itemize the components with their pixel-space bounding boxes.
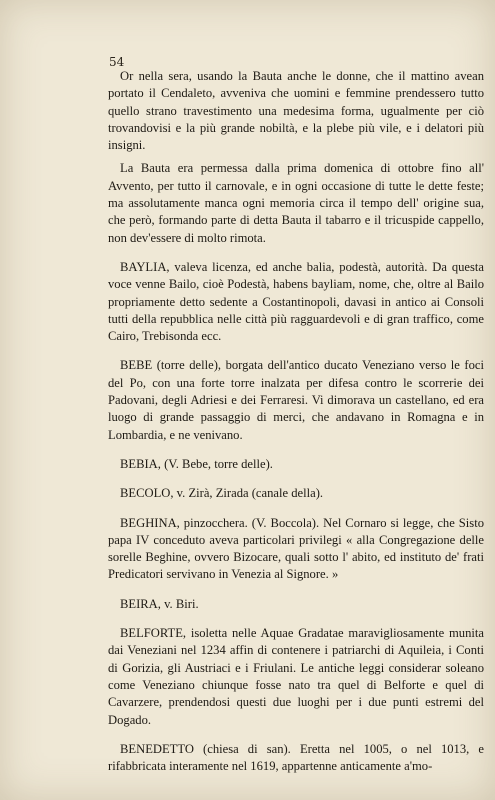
paragraph-bauta-permessa: La Bauta era permessa dalla prima domenica di ottobre fino all' Avvento, per tutto il carnovale, e in ogni occasione di tutte le dette feste; ma assolutamente manca ogni memoria circa il tempo dell' origine sua, che però, formando parte di detta Bauta il tabarro e il tricuspide cappello, non dev'essere di molto rimota.: [108, 161, 484, 245]
entry-baylia: BAYLIA, valeva licenza, ed anche balia, podestà, autorità. Da questa voce venne Bailo, cioè Podestà, habens bayliam, nome, che, oltre al Bailo propriamente detto sedente a Costantinopoli, davasi in antico ai Consoli tutti della repubblica nelle città più ragguardevoli e di gran traffico, come Cairo, Trebisonda ecc.: [108, 259, 484, 344]
entry-bebia: BEBIA, (V. Bebe, torre delle).: [120, 456, 273, 471]
page-number: 54: [109, 55, 125, 69]
page-text: [108, 68, 484, 775]
entry-beira: BEIRA, v. Biri.: [120, 596, 199, 611]
entry-beghina: BEGHINA, pinzocchera. (V. Boccola). Nel Cornaro si legge, che Sisto papa IV conceduto aveva particolari privilegi « alla Congregazione delle sorelle Beghine, ovvero Bizocare, quali sotto l' abito, ed instituto de' frati Predicatori servivano in Venezia al Signore. »: [108, 515, 484, 582]
entry-becolo: BECOLO, v. Zirà, Zirada (canale della).: [120, 486, 324, 501]
entry-bebe: BEBE (torre delle), borgata dell'antico ducato Veneziano verso le foci del Po, con una forte torre inalzata per difesa contro le scorrerie dei Padovani, degli Adriesi e dei Ferraresi. Vi dimorava un castellano, ed era luogo di grande passaggio di merci, che andavano in Romagna e in Lombardia, e ne venivano.: [108, 358, 484, 442]
entry-belforte: BELFORTE, isoletta nelle Aquae Gradatae maravigliosamente munita dai Veneziani nel 1234 affin di contenere i patriarchi di Aquileia, i Conti di Gorizia, gli Austriaci e i Friulani. Le antiche leggi considerar soleano come Veneziano chiunque fosse nato tra quel di Belforte e quel di Cavarzere, prendendosi questi due luoghi per i due punti estremi del Dogado.: [108, 626, 484, 727]
paragraph-bauta-sera: Or nella sera, usando la Bauta anche le donne, che il mattino avean portato il Cendaleto, avveniva che uomini e femmine prendessero tutto quello strano travestimento una medesima forma, ugualmente per ciò trovandovisi e la più grande nobiltà, e la plebe più vile, e i delatori più insigni.: [108, 69, 484, 153]
entry-benedetto: BENEDETTO (chiesa di san). Eretta nel 1005, o nel 1013, e rifabbricata interamente nel 1619, appartenne anticamente a'mo-: [108, 741, 484, 774]
